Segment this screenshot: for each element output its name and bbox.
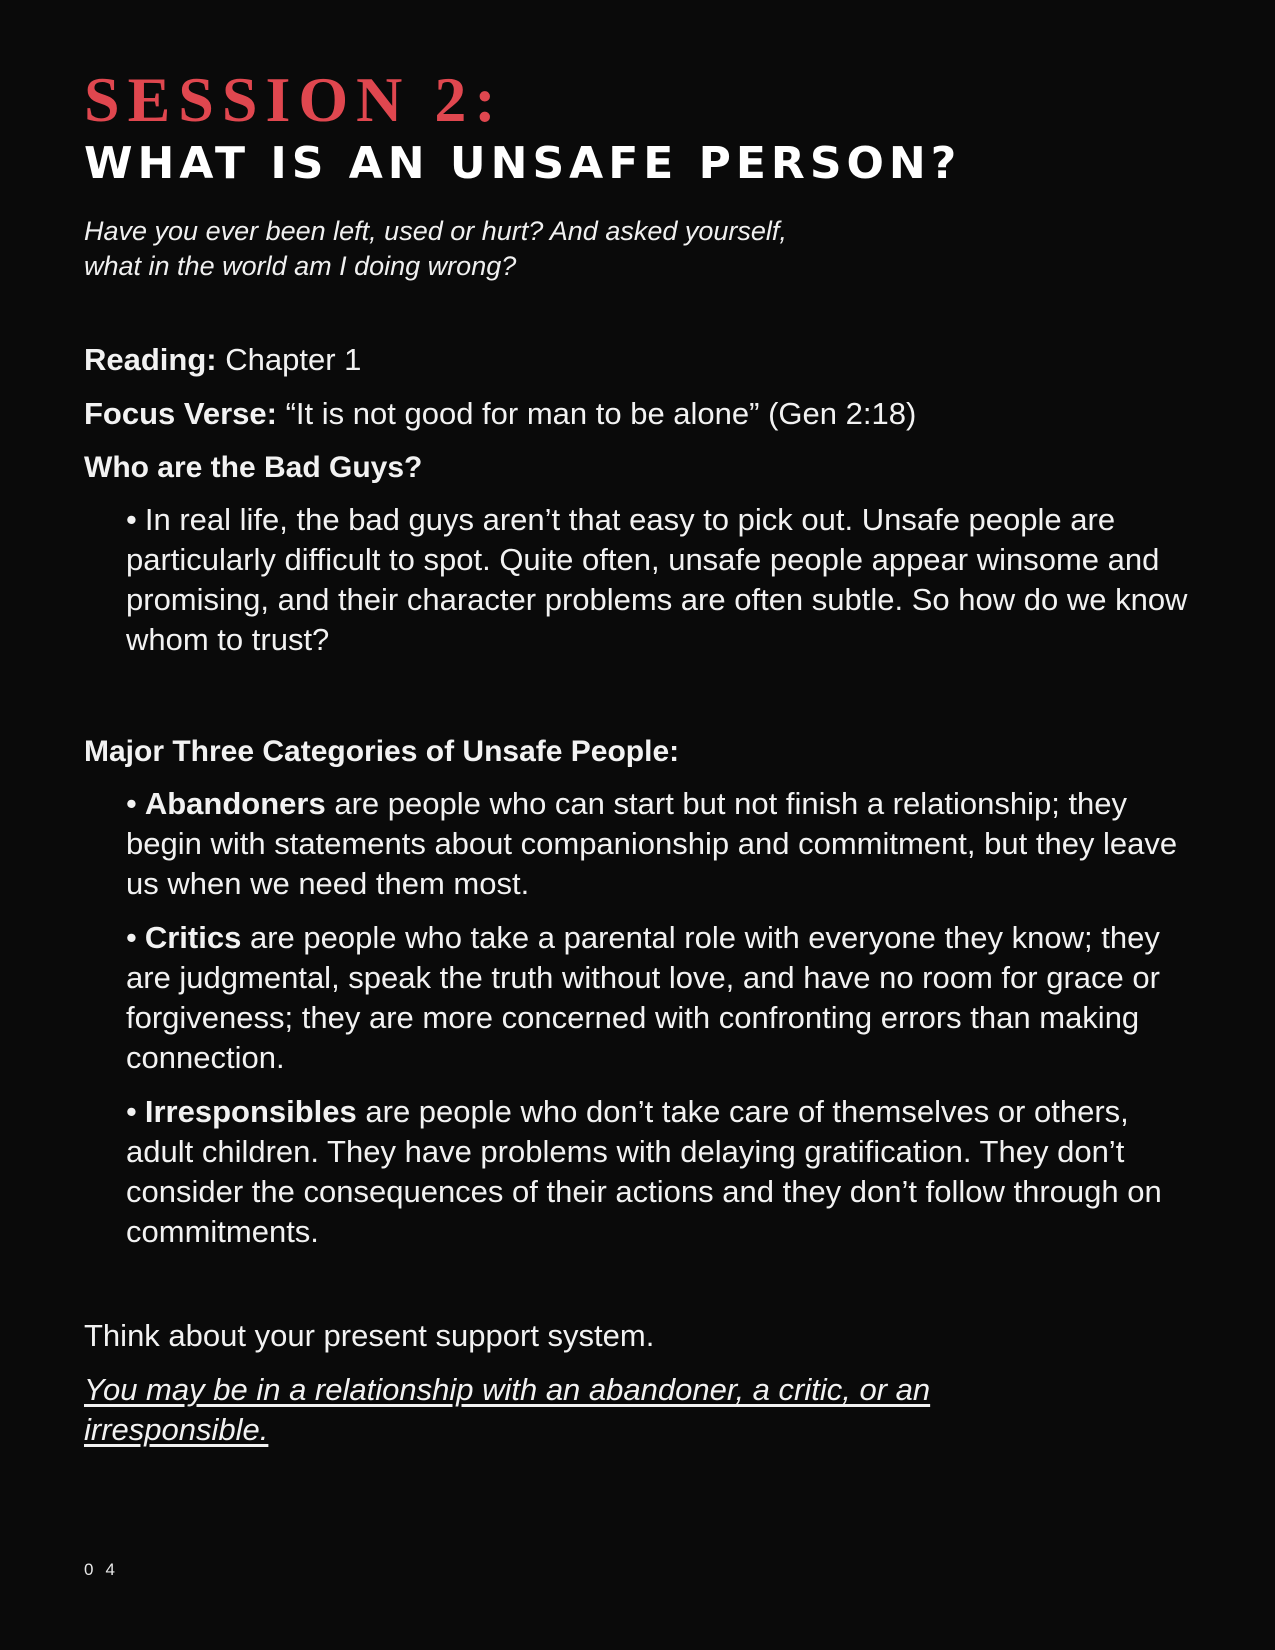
support-system-prompt: Think about your present support system. — [84, 1318, 655, 1353]
reflection-statement: You may be in a relationship with an abandoner, a critic, or an irresponsible. — [84, 1372, 931, 1447]
bullet-icon: • — [126, 1094, 137, 1129]
bad-guys-text: In real life, the bad guys aren’t that easy to pick out. Unsafe people are particularly difficult to spot. Quite often, unsafe people appear winsome and promising, and their character problems are often subtle. So how do we know whom to trust? — [126, 502, 1188, 657]
session-page — [84, 64, 1194, 1450]
category-description: are people who don’t take care of themselves or others, adult children. They have problems with delaying gratification. They don’t consider the consequences of their actions and they don’t follow through on commitments. — [126, 1094, 1162, 1249]
list-item — [126, 784, 1194, 904]
bullet-icon: • — [126, 502, 137, 537]
categories-list — [84, 784, 1194, 1252]
bullet-icon: • — [126, 920, 137, 955]
reading-value: Chapter 1 — [216, 342, 362, 377]
intro-line-2: what in the world am I doing wrong? — [84, 251, 517, 281]
category-description: are people who can start but not finish a relationship; they begin with statements about companionship and commitment, but they leave us when we need them most. — [126, 786, 1178, 901]
list-item — [126, 1092, 1194, 1252]
category-term-critics: Critics — [144, 920, 242, 955]
bullet-icon: • — [126, 786, 137, 821]
categories-heading: Major Three Categories of Unsafe People: — [84, 735, 680, 768]
session-title: WHAT IS AN UNSAFE PERSON? — [84, 138, 962, 189]
page-number: 04 — [84, 1560, 127, 1579]
category-term-abandoners: Abandoners — [144, 786, 326, 821]
intro-question — [84, 214, 1194, 284]
category-term-irresponsibles: Irresponsibles — [144, 1094, 357, 1129]
session-label: SESSION 2: — [84, 64, 504, 135]
focus-verse-line — [84, 394, 1194, 434]
bad-guys-list — [84, 500, 1194, 660]
reading-label: Reading: — [84, 342, 217, 377]
bad-guys-heading: Who are the Bad Guys? — [84, 451, 423, 484]
focus-verse-label: Focus Verse: — [84, 396, 277, 431]
list-item — [126, 918, 1194, 1078]
reading-line — [84, 340, 1194, 380]
list-item — [126, 500, 1194, 660]
focus-verse-value: “It is not good for man to be alone” (Gen 2:18) — [276, 396, 917, 431]
category-description: are people who take a parental role with everyone they know; they are judgmental, speak the truth without love, and have no room for grace or forgiveness; they are more concerned with confronting errors than making connection. — [126, 920, 1160, 1075]
intro-line-1: Have you ever been left, used or hurt? And asked yourself, — [84, 216, 787, 246]
